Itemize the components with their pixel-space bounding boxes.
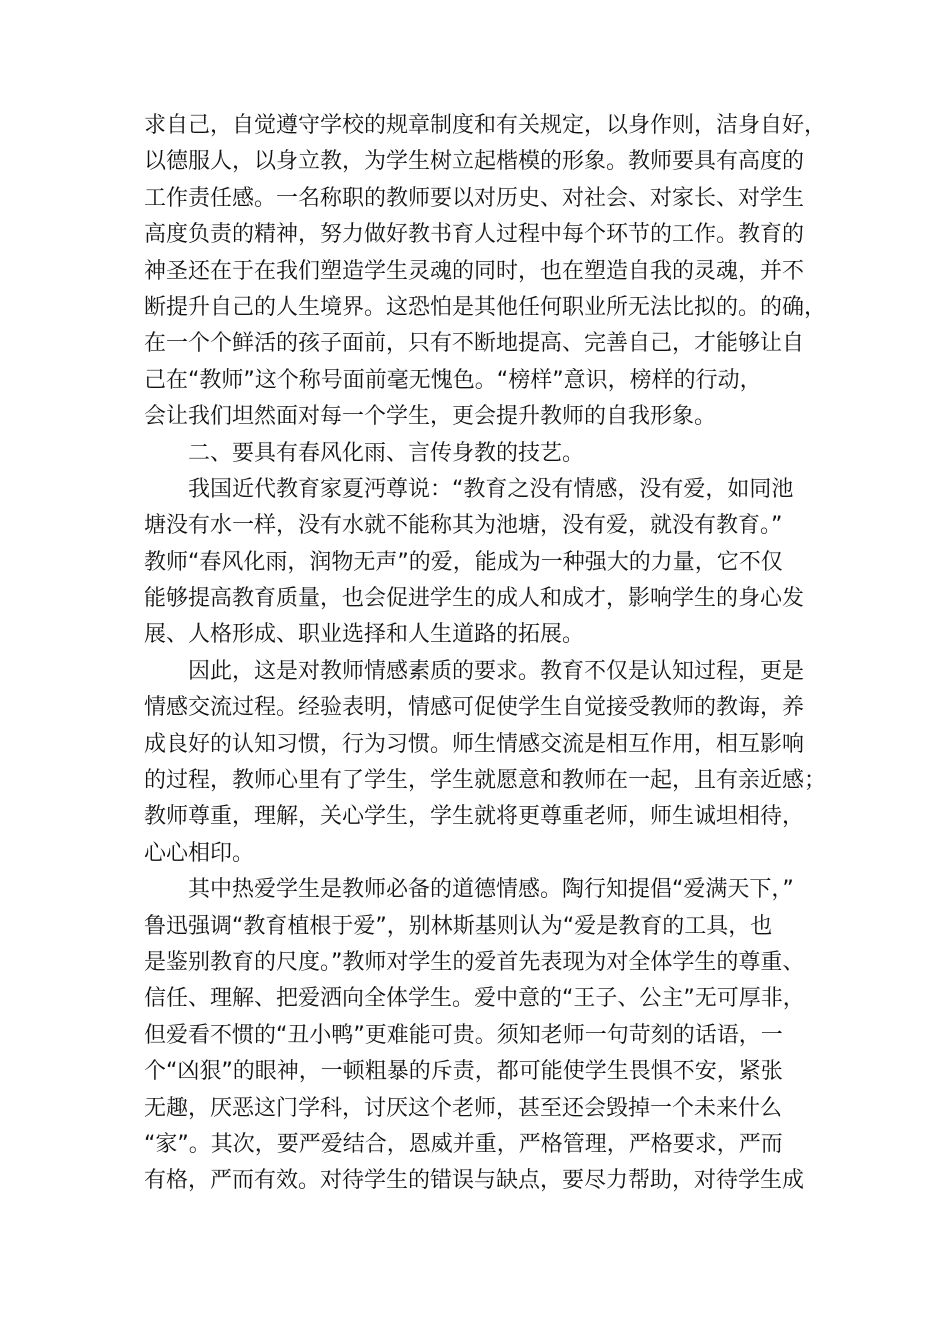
text-line: 己在“教师”这个称号面前毫无愧色。“榜样”意识，榜样的行动， xyxy=(144,367,762,393)
body-text xyxy=(144,108,844,1200)
text-line: 展、人格形成、职业选择和人生道路的拓展。 xyxy=(144,622,585,648)
text-line: 我国近代教育家夏沔尊说：“教育之没有情感，没有爱，如同池 xyxy=(188,476,794,502)
text-line: 在一个个鲜活的孩子面前，只有不断地提高、完善自己，才能够让自 xyxy=(144,331,805,357)
text-line: 因此，这是对教师情感素质的要求。教育不仅是认知过程，更是 xyxy=(188,658,805,684)
text-line: 成良好的认知习惯，行为习惯。师生情感交流是相互作用，相互影响 xyxy=(144,731,805,757)
text-line: 求自己，自觉遵守学校的规章制度和有关规定，以身作则，洁身自好， xyxy=(144,113,827,138)
text-line: 的过程，教师心里有了学生，学生就愿意和教师在一起，且有亲近感； xyxy=(144,768,827,794)
text-line: 塘没有水一样，没有水就不能称其为池塘，没有爱，就没有教育。” xyxy=(144,513,783,539)
text-line: 神圣还在于在我们塑造学生灵魂的同时，也在塑造自我的灵魂，并不 xyxy=(144,258,805,284)
text-line: 教师“春风化雨，润物无声”的爱，能成为一种强大的力量，它不仅 xyxy=(144,549,783,575)
text-line: 工作责任感。一名称职的教师要以对历史、对社会、对家长、对学生 xyxy=(144,185,805,211)
text-line: 鲁迅强调“教育植根于爱”，别林斯基则认为“爱是教育的工具，也 xyxy=(144,913,773,939)
text-line: “家”。其次，要严爱结合，恩威并重，严格管理，严格要求，严而 xyxy=(144,1131,783,1157)
text-line: 能够提高教育质量，也会促进学生的成人和成才，影响学生的身心发 xyxy=(144,586,805,612)
text-line: 个“凶狠”的眼神，一顿粗暴的斥责，都可能使学生畏惧不安，紧张 xyxy=(144,1059,783,1085)
text-line: 以德服人，以身立教，为学生树立起楷模的形象。教师要具有高度的 xyxy=(144,149,805,175)
text-line: 会让我们坦然面对每一个学生，更会提升教师的自我形象。 xyxy=(144,404,717,430)
text-line: 信任、理解、把爱洒向全体学生。爱中意的“王子、公主”无可厚非， xyxy=(144,986,805,1012)
text-line: 但爱看不惯的“丑小鸭”更难能可贵。须知老师一句苛刻的话语，一 xyxy=(144,1022,783,1048)
text-line: 二、要具有春风化雨、言传身教的技艺。 xyxy=(188,440,585,466)
text-line: 心心相印。 xyxy=(144,840,255,866)
text-line: 情感交流过程。经验表明，情感可促使学生自觉接受教师的教诲，养 xyxy=(144,695,805,721)
text-line: 是鉴别教育的尺度。”教师对学生的爱首先表现为对全体学生的尊重、 xyxy=(144,949,805,975)
text-line: 无趣，厌恶这门学科，讨厌这个老师，甚至还会毁掉一个未来什么 xyxy=(144,1095,783,1121)
text-line: 高度负责的精神，努力做好教书育人过程中每个环节的工作。教育的 xyxy=(144,222,805,248)
text-line: 教师尊重，理解，关心学生，学生就将更尊重老师，师生诚坦相待， xyxy=(144,804,805,830)
text-line: 其中热爱学生是教师必备的道德情感。陶行知提倡“爱满天下，” xyxy=(188,877,794,903)
text-line: 断提升自己的人生境界。这恐怕是其他任何职业所无法比拟的。的确， xyxy=(144,294,827,320)
text-line: 有格，严而有效。对待学生的错误与缺点，要尽力帮助，对待学生成 xyxy=(144,1168,805,1194)
